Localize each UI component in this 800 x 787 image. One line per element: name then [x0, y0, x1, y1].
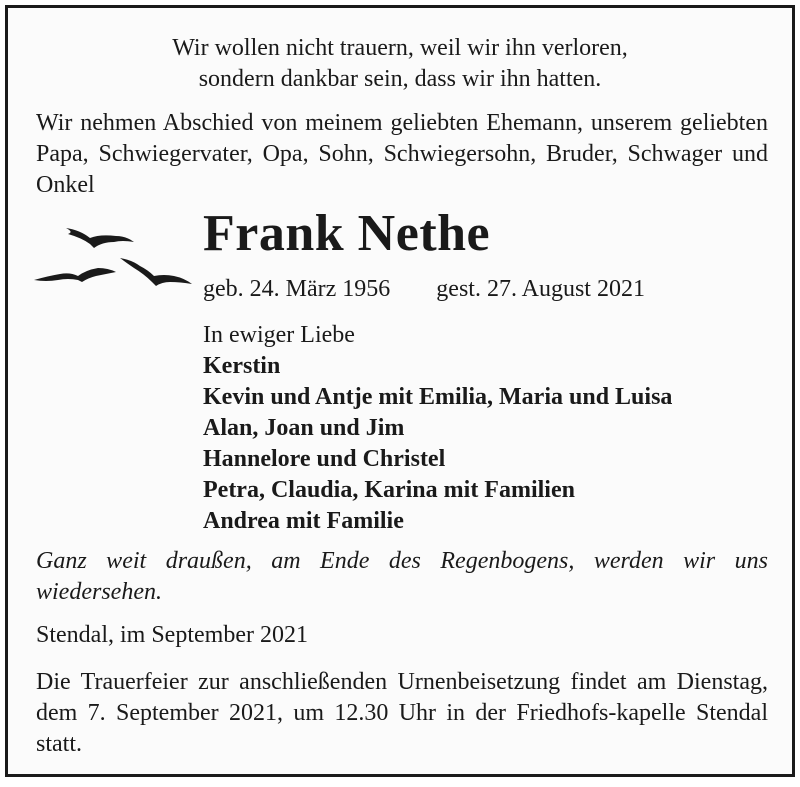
mourners-block — [203, 320, 672, 537]
mourner-line: Petra, Claudia, Karina mit Familien — [203, 477, 575, 503]
funeral-details: Die Trauerfeier zur anschließenden Urnenbeisetzung findet am Dienstag, dem 7. September 2021, um 12.30 Uhr in der Friedhofs-kapelle Stendal statt. — [36, 669, 768, 757]
obituary-notice — [5, 5, 795, 777]
farewell-text: Wir nehmen Abschied von meinem geliebten Ehemann, unserem geliebten Papa, Schwiegervater, Opa, Sohn, Schwiegersohn, Bruder, Schwager und Onkel — [36, 110, 768, 198]
mourner-line: Kevin und Antje mit Emilia, Maria und Luisa — [203, 384, 673, 410]
deceased-name: Frank Nethe — [203, 205, 491, 262]
place-and-date: Stendal, im September 2021 — [36, 622, 308, 648]
mourners-list — [203, 351, 672, 537]
closing-quote: Ganz weit draußen, am Ende des Regenbogens, werden wir uns wiedersehen. — [36, 548, 768, 605]
mourner-line: Hannelore und Christel — [203, 446, 446, 472]
quote-line-1: Wir wollen nicht trauern, weil wir ihn verloren, — [172, 35, 628, 61]
birds-icon — [28, 216, 198, 296]
opening-quote — [8, 33, 792, 95]
mourner-line: Andrea mit Familie — [203, 508, 404, 534]
quote-line-2: sondern dankbar sein, dass wir ihn hatten. — [198, 66, 602, 92]
birth-date: geb. 24. März 1956 — [203, 276, 391, 302]
death-date: gest. 27. August 2021 — [436, 276, 645, 302]
life-dates — [203, 274, 645, 304]
mourner-line: Kerstin — [203, 353, 281, 379]
mourners-heading: In ewiger Liebe — [203, 322, 355, 348]
mourner-line: Alan, Joan und Jim — [203, 415, 405, 441]
